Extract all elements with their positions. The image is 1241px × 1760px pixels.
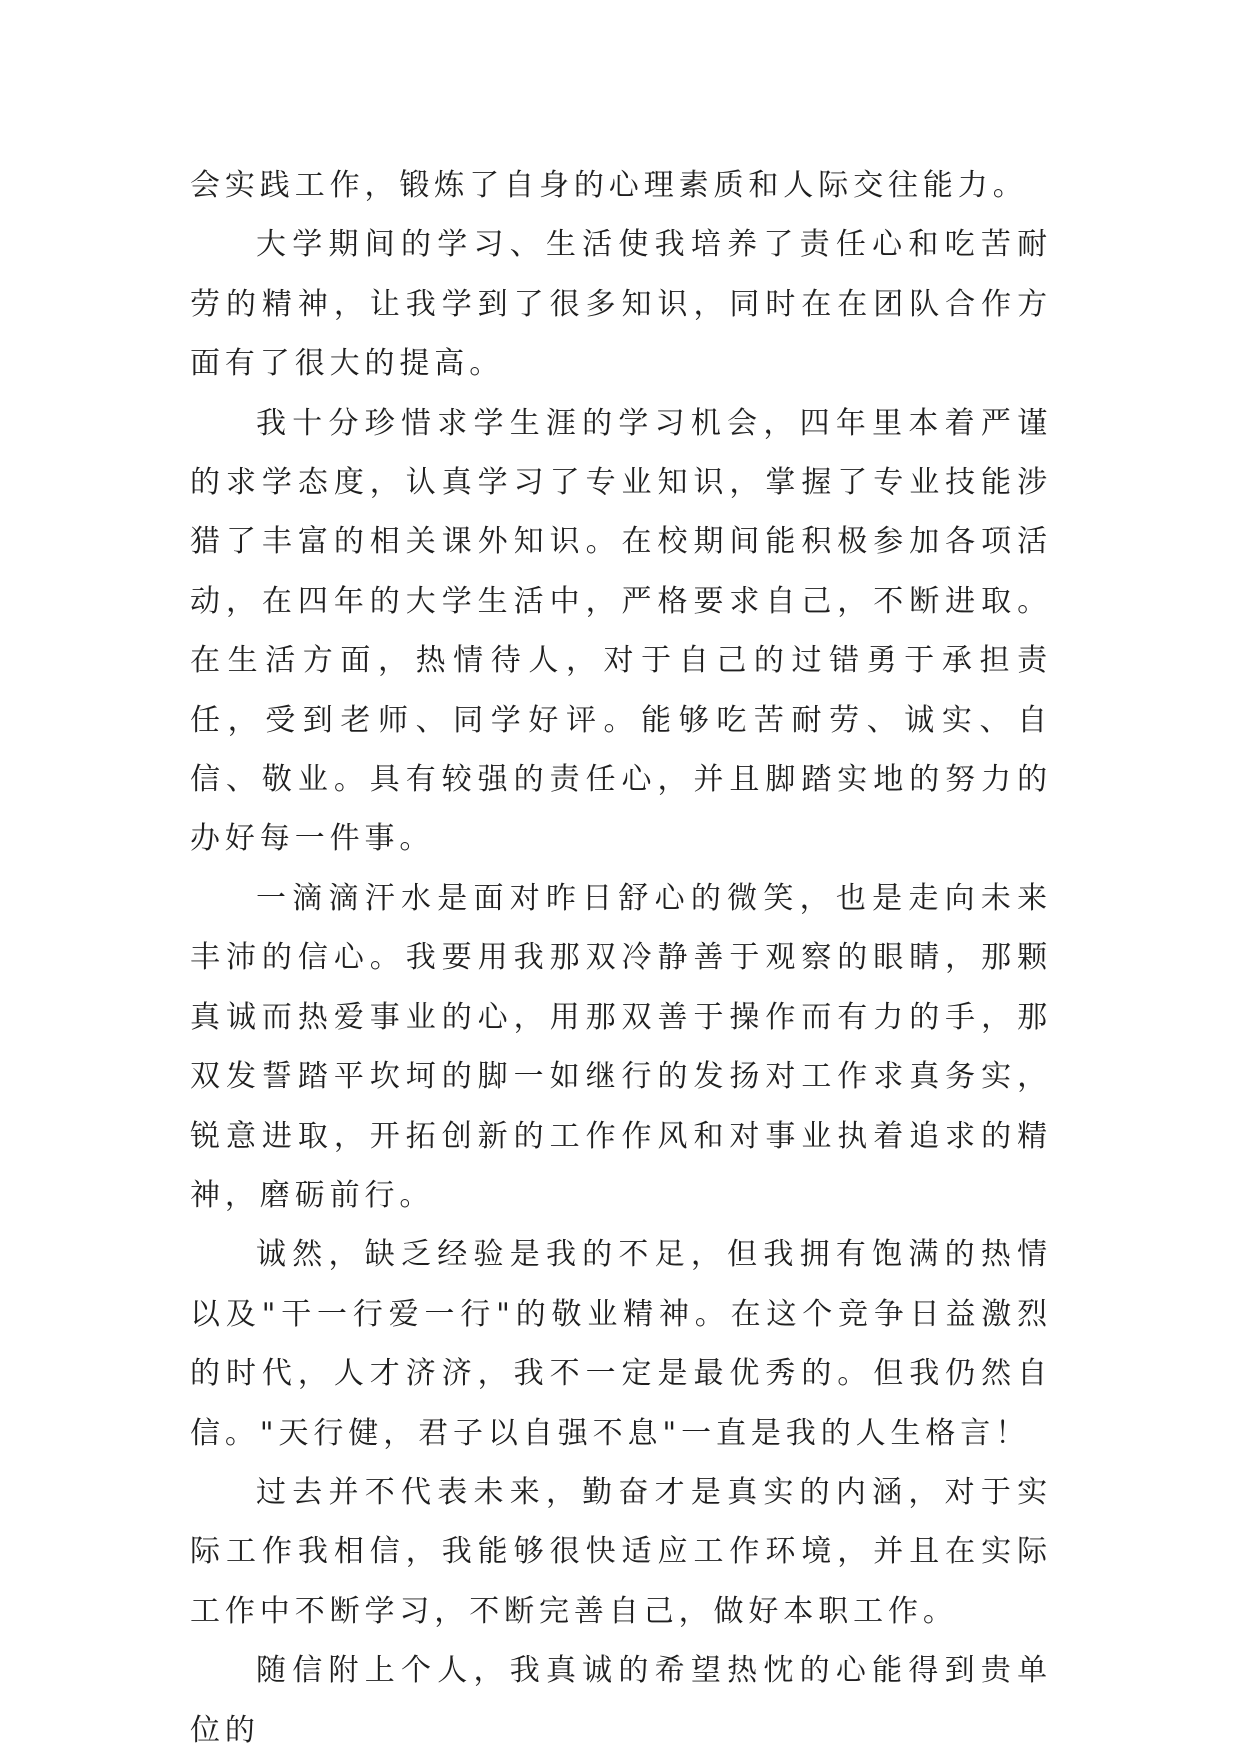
paragraph-5: 诚然，缺乏经验是我的不足，但我拥有饱满的热情以及"干一行爱一行"的敬业精神。在这个竞争日益激烈的时代，人才济济，我不一定是最优秀的。但我仍然自信。"天行健，君子以自强不息"一直是我的人生格言！ [190, 1237, 1052, 1451]
paragraph-6: 过去并不代表未来，勤奋才是真实的内涵，对于实际工作我相信，我能够很快适应工作环境，并且在实际工作中不断学习，不断完善自己，做好本职工作。 [190, 1474, 1052, 1629]
paragraph-7: 随信附上个人，我真诚的希望热忱的心能得到贵单位的 [190, 1653, 1052, 1748]
paragraph-4: 一滴滴汗水是面对昨日舒心的微笑，也是走向未来丰沛的信心。我要用我那双冷静善于观察的眼睛，那颗真诚而热爱事业的心，用那双善于操作而有力的手，那双发誓踏平坎坷的脚一如继行的发扬对工作求真务实，锐意进取，开拓创新的工作作风和对事业执着追求的精神，磨砺前行。 [190, 880, 1052, 1213]
paragraph-3: 我十分珍惜求学生涯的学习机会，四年里本着严谨的求学态度，认真学习了专业知识，掌握了专业技能涉猎了丰富的相关课外知识。在校期间能积极参加各项活动，在四年的大学生活中，严格要求自己，不断进取。在生活方面，热情待人，对于自己的过错勇于承担责任，受到老师、同学好评。能够吃苦耐劳、诚实、自信、敬业。具有较强的责任心，并且脚踏实地的努力的办好每一件事。 [190, 405, 1052, 857]
paragraph-2: 大学期间的学习、生活使我培养了责任心和吃苦耐劳的精神，让我学到了很多知识，同时在在团队合作方面有了很大的提高。 [190, 227, 1052, 382]
letter-body [190, 156, 1052, 1760]
paragraph-1: 会实践工作，锻炼了自身的心理素质和人际交往能力。 [190, 168, 1028, 203]
